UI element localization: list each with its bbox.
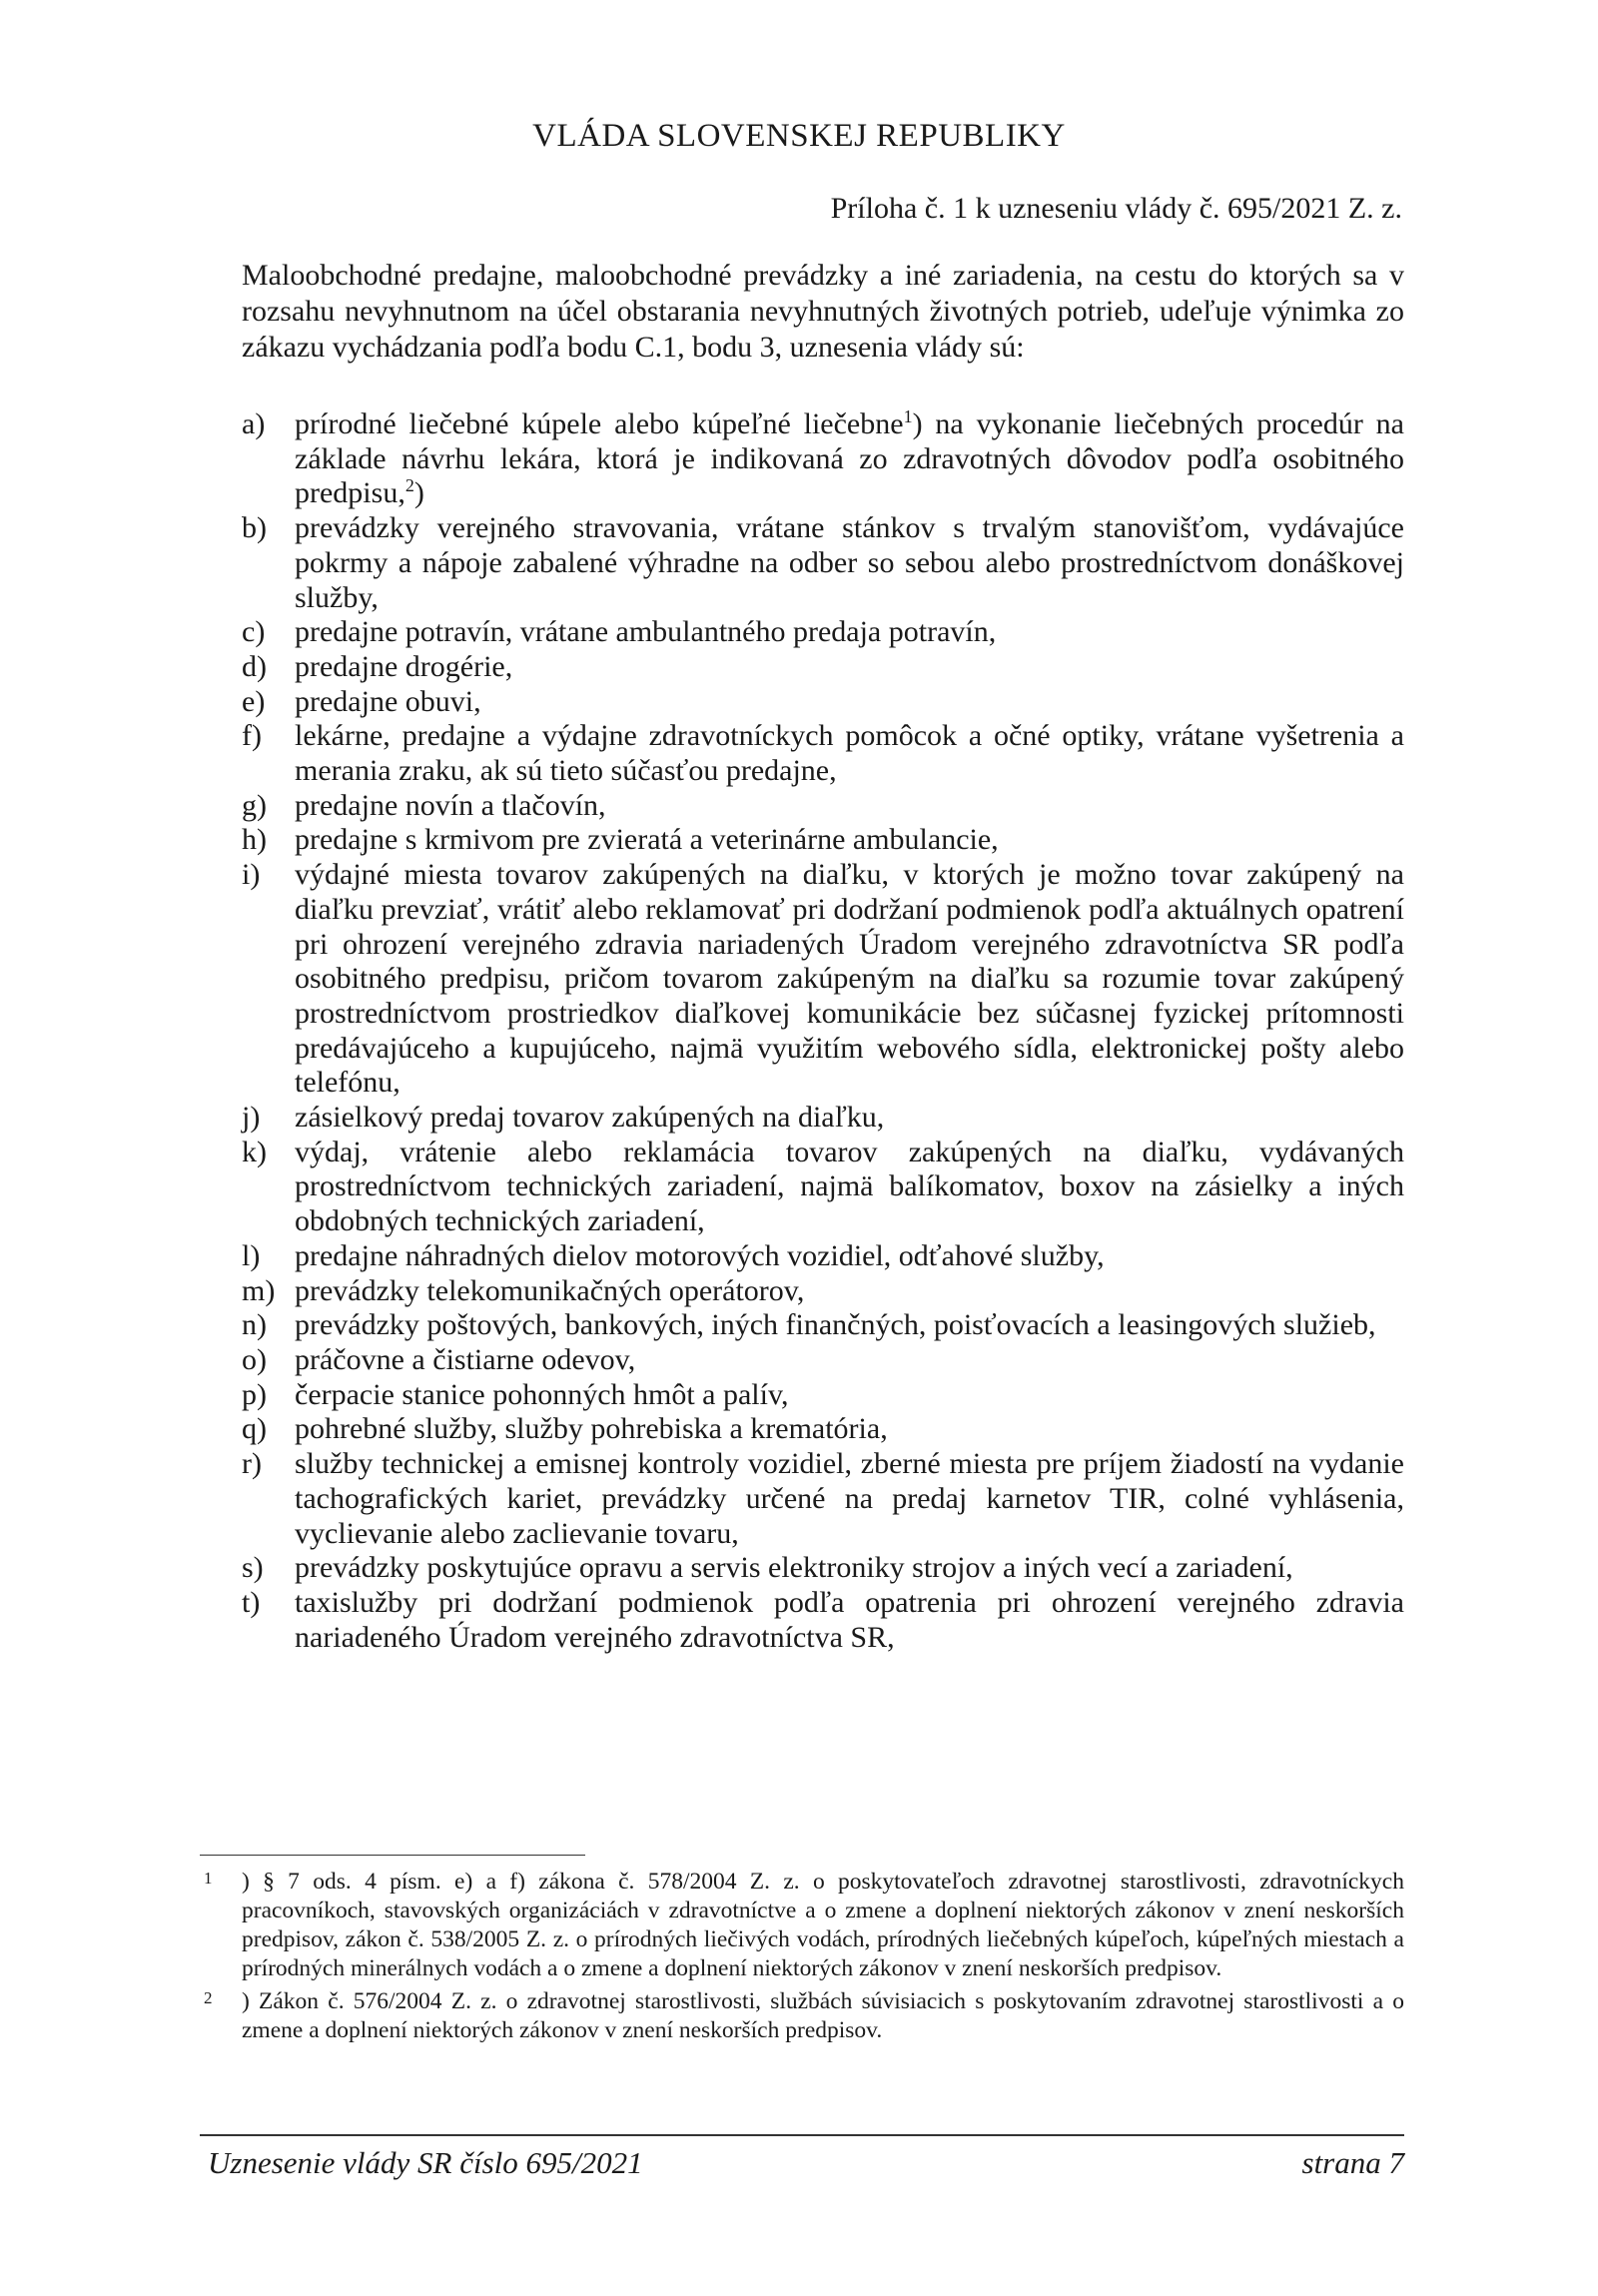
list-marker: j): [242, 1101, 261, 1135]
list-item-text: predajne obuvi,: [295, 684, 481, 718]
footer-document-reference: Uznesenie vlády SR číslo 695/2021: [208, 2145, 643, 2180]
list-marker: q): [242, 1412, 267, 1446]
footnotes: [204, 1868, 1404, 2049]
list-marker: o): [242, 1342, 267, 1376]
list-item-text: čerpacie stanice pohonných hmôt a palív,: [295, 1377, 789, 1411]
list-item-text: predajne novín a tlačovín,: [295, 788, 606, 822]
list-item-text: služby technickej a emisnej kontroly vozidiel, zberné miesta pre príjem žiadostí na vydanie tachografických kariet, prevádzky určené na predaj karnetov TIR, colné vyhlásenia, vyclievanie alebo zaclievanie tovaru,: [295, 1447, 1404, 1550]
list-item-text: výdajné miesta tovarov zakúpených na diaľku, v ktorých je možno tovar zakúpený na diaľku prevziať, vrátiť alebo reklamovať pri dodržaní podmienok podľa aktuálnych opatrení pri ohrození verejného zdravia nariadených Úradom verejného zdravotníctva SR podľa osobitného predpisu, pričom tovarom zakúpeným na diaľku sa rozumie tovar zakúpený prostredníctvom prostriedkov diaľkovej komunikácie bez súčasnej fyzickej prítomnosti predávajúceho a kupujúceho, najmä využitím webového sídla, elektronickej pošty alebo telefónu,: [295, 858, 1404, 1100]
footnote-text: ) § 7 ods. 4 písm. e) a f) zákona č. 578/2004 Z. z. o poskytovateľoch zdravotnej starostlivosti, zdravotníckych pracovníkoch, stavovských organizáciách v zdravotníctve a o zmene a doplnení niektorých zákonov v znení neskorších predpisov, zákon č. 538/2005 Z. z. o prírodných liečivých vodách, prírodných liečebných kúpeľoch, kúpeľných miestach a prírodných minerálnych vodách a o zmene a doplnení niektorých zákonov v znení neskorších predpisov.: [242, 1869, 1404, 1981]
list-item: [242, 407, 1404, 511]
list-item: [242, 1412, 1404, 1447]
list-item-text: prevádzky verejného stravovania, vrátane stánkov s trvalým stanovišťom, vydávajúce pokrmy a nápoje zabalené výhradne na odber so sebou alebo prostredníctvom donáškovej služby,: [295, 511, 1404, 614]
list-item-text: predajne náhradných dielov motorových vozidiel, odťahové služby,: [295, 1238, 1105, 1272]
list-item-text: prírodné liečebné kúpele alebo kúpeľné liečebne: [295, 407, 904, 440]
list-item-text: ) na vykonanie liečebných procedúr na základe návrhu lekára, ktorá je indikovaná zo zdravotných dôvodov podľa osobitného predpisu,: [295, 407, 1404, 510]
list-item-text: predajne potravín, vrátane ambulantného predaja potravín,: [295, 615, 997, 649]
list-item: [242, 823, 1404, 858]
list-item-text: pohrebné služby, služby pohrebiska a krematória,: [295, 1412, 888, 1446]
list-item: [242, 1343, 1404, 1378]
list-item-text: ): [413, 476, 424, 510]
list-item-text: taxislužby pri dodržaní podmienok podľa opatrenia pri ohrození verejného zdravia nariadeného Úradom verejného zdravotníctva SR,: [295, 1585, 1404, 1654]
annex-reference: Príloha č. 1 k uzneseniu vlády č. 695/2021 Z. z.: [830, 192, 1402, 225]
list-item-text: lekárne, predajne a výdajne zdravotníckych pomôcok a očné optiky, vrátane vyšetrenia a merania zraku, ak sú tieto súčasťou predajne,: [295, 719, 1404, 788]
list-marker: d): [242, 649, 267, 683]
list-marker: r): [242, 1447, 262, 1481]
list-item: [242, 511, 1404, 615]
list-marker: b): [242, 511, 267, 545]
list-item: [242, 789, 1404, 824]
list-marker: p): [242, 1377, 267, 1411]
page-footer: [208, 2145, 1404, 2181]
footnote-ref: 1: [903, 406, 913, 426]
footnote-ref: 2: [404, 475, 414, 496]
list-item: [242, 685, 1404, 720]
list-marker: t): [242, 1585, 261, 1619]
page-title: VLÁDA SLOVENSKEJ REPUBLIKY: [532, 118, 1066, 154]
intro-paragraph: Maloobchodné predajne, maloobchodné prevádzky a iné zariadenia, na cestu do ktorých sa v rozsahu nevyhnutnom na účel obstarania nevyhnutných životných potrieb, udeľuje výnimka zo zákazu vychádzania podľa bodu C.1, bodu 3, uznesenia vlády sú:: [242, 259, 1404, 364]
list-item-text: prevádzky poskytujúce opravu a servis elektroniky strojov a iných vecí a zariadení,: [295, 1551, 1293, 1585]
footnote-number: 2: [204, 1988, 213, 2007]
list-marker: l): [242, 1238, 261, 1272]
list-item: [242, 1136, 1404, 1239]
list-item-text: predajne s krmivom pre zvieratá a veterinárne ambulancie,: [295, 823, 999, 857]
list-item: [242, 615, 1404, 650]
list-item: [242, 1274, 1404, 1309]
list-marker: f): [242, 719, 262, 753]
list-item: [242, 1586, 1404, 1655]
list-item-text: predajne drogérie,: [295, 649, 513, 683]
list-marker: h): [242, 823, 267, 857]
list-item: [242, 650, 1404, 685]
list-item-text: výdaj, vrátenie alebo reklamácia tovarov zakúpených na diaľku, vydávaných prostredníctvom technických zariadení, najmä balíkomatov, boxov na zásielky a iných obdobných technických zariadení,: [295, 1135, 1404, 1238]
list-marker: s): [242, 1551, 264, 1585]
list-item: [242, 858, 1404, 1101]
list-item: [242, 1551, 1404, 1586]
list-marker: c): [242, 615, 266, 649]
list-marker: i): [242, 858, 261, 892]
list-marker: g): [242, 788, 267, 822]
list-item: [242, 719, 1404, 788]
list-item: [242, 1239, 1404, 1274]
exemption-list: [242, 407, 1404, 1655]
footnote-divider: [200, 1855, 585, 1856]
list-item-text: prevádzky poštových, bankových, iných finančných, poisťovacích a leasingových služieb,: [295, 1308, 1376, 1342]
footnote: [204, 1868, 1404, 1983]
footer-divider: [200, 2134, 1404, 2136]
footnote-text: ) Zákon č. 576/2004 Z. z. o zdravotnej starostlivosti, službách súvisiacich s poskytovaním zdravotnej starostlivosti a o zmene a doplnení niektorých zákonov v znení neskorších predpisov.: [242, 1988, 1404, 2043]
list-item: [242, 1101, 1404, 1136]
list-item-text: prevádzky telekomunikačných operátorov,: [295, 1273, 805, 1307]
list-item: [242, 1447, 1404, 1551]
list-marker: m): [242, 1273, 276, 1307]
footnote-number: 1: [204, 1869, 213, 1888]
list-marker: k): [242, 1135, 267, 1168]
list-marker: e): [242, 684, 266, 718]
list-item: [242, 1308, 1404, 1343]
list-item: [242, 1378, 1404, 1413]
page-number: strana 7: [1301, 2145, 1404, 2180]
list-item-text: práčovne a čistiarne odevov,: [295, 1342, 636, 1376]
list-marker: a): [242, 407, 266, 440]
footnote: [204, 1987, 1404, 2045]
list-item-text: zásielkový predaj tovarov zakúpených na diaľku,: [295, 1101, 885, 1135]
list-marker: n): [242, 1308, 267, 1342]
